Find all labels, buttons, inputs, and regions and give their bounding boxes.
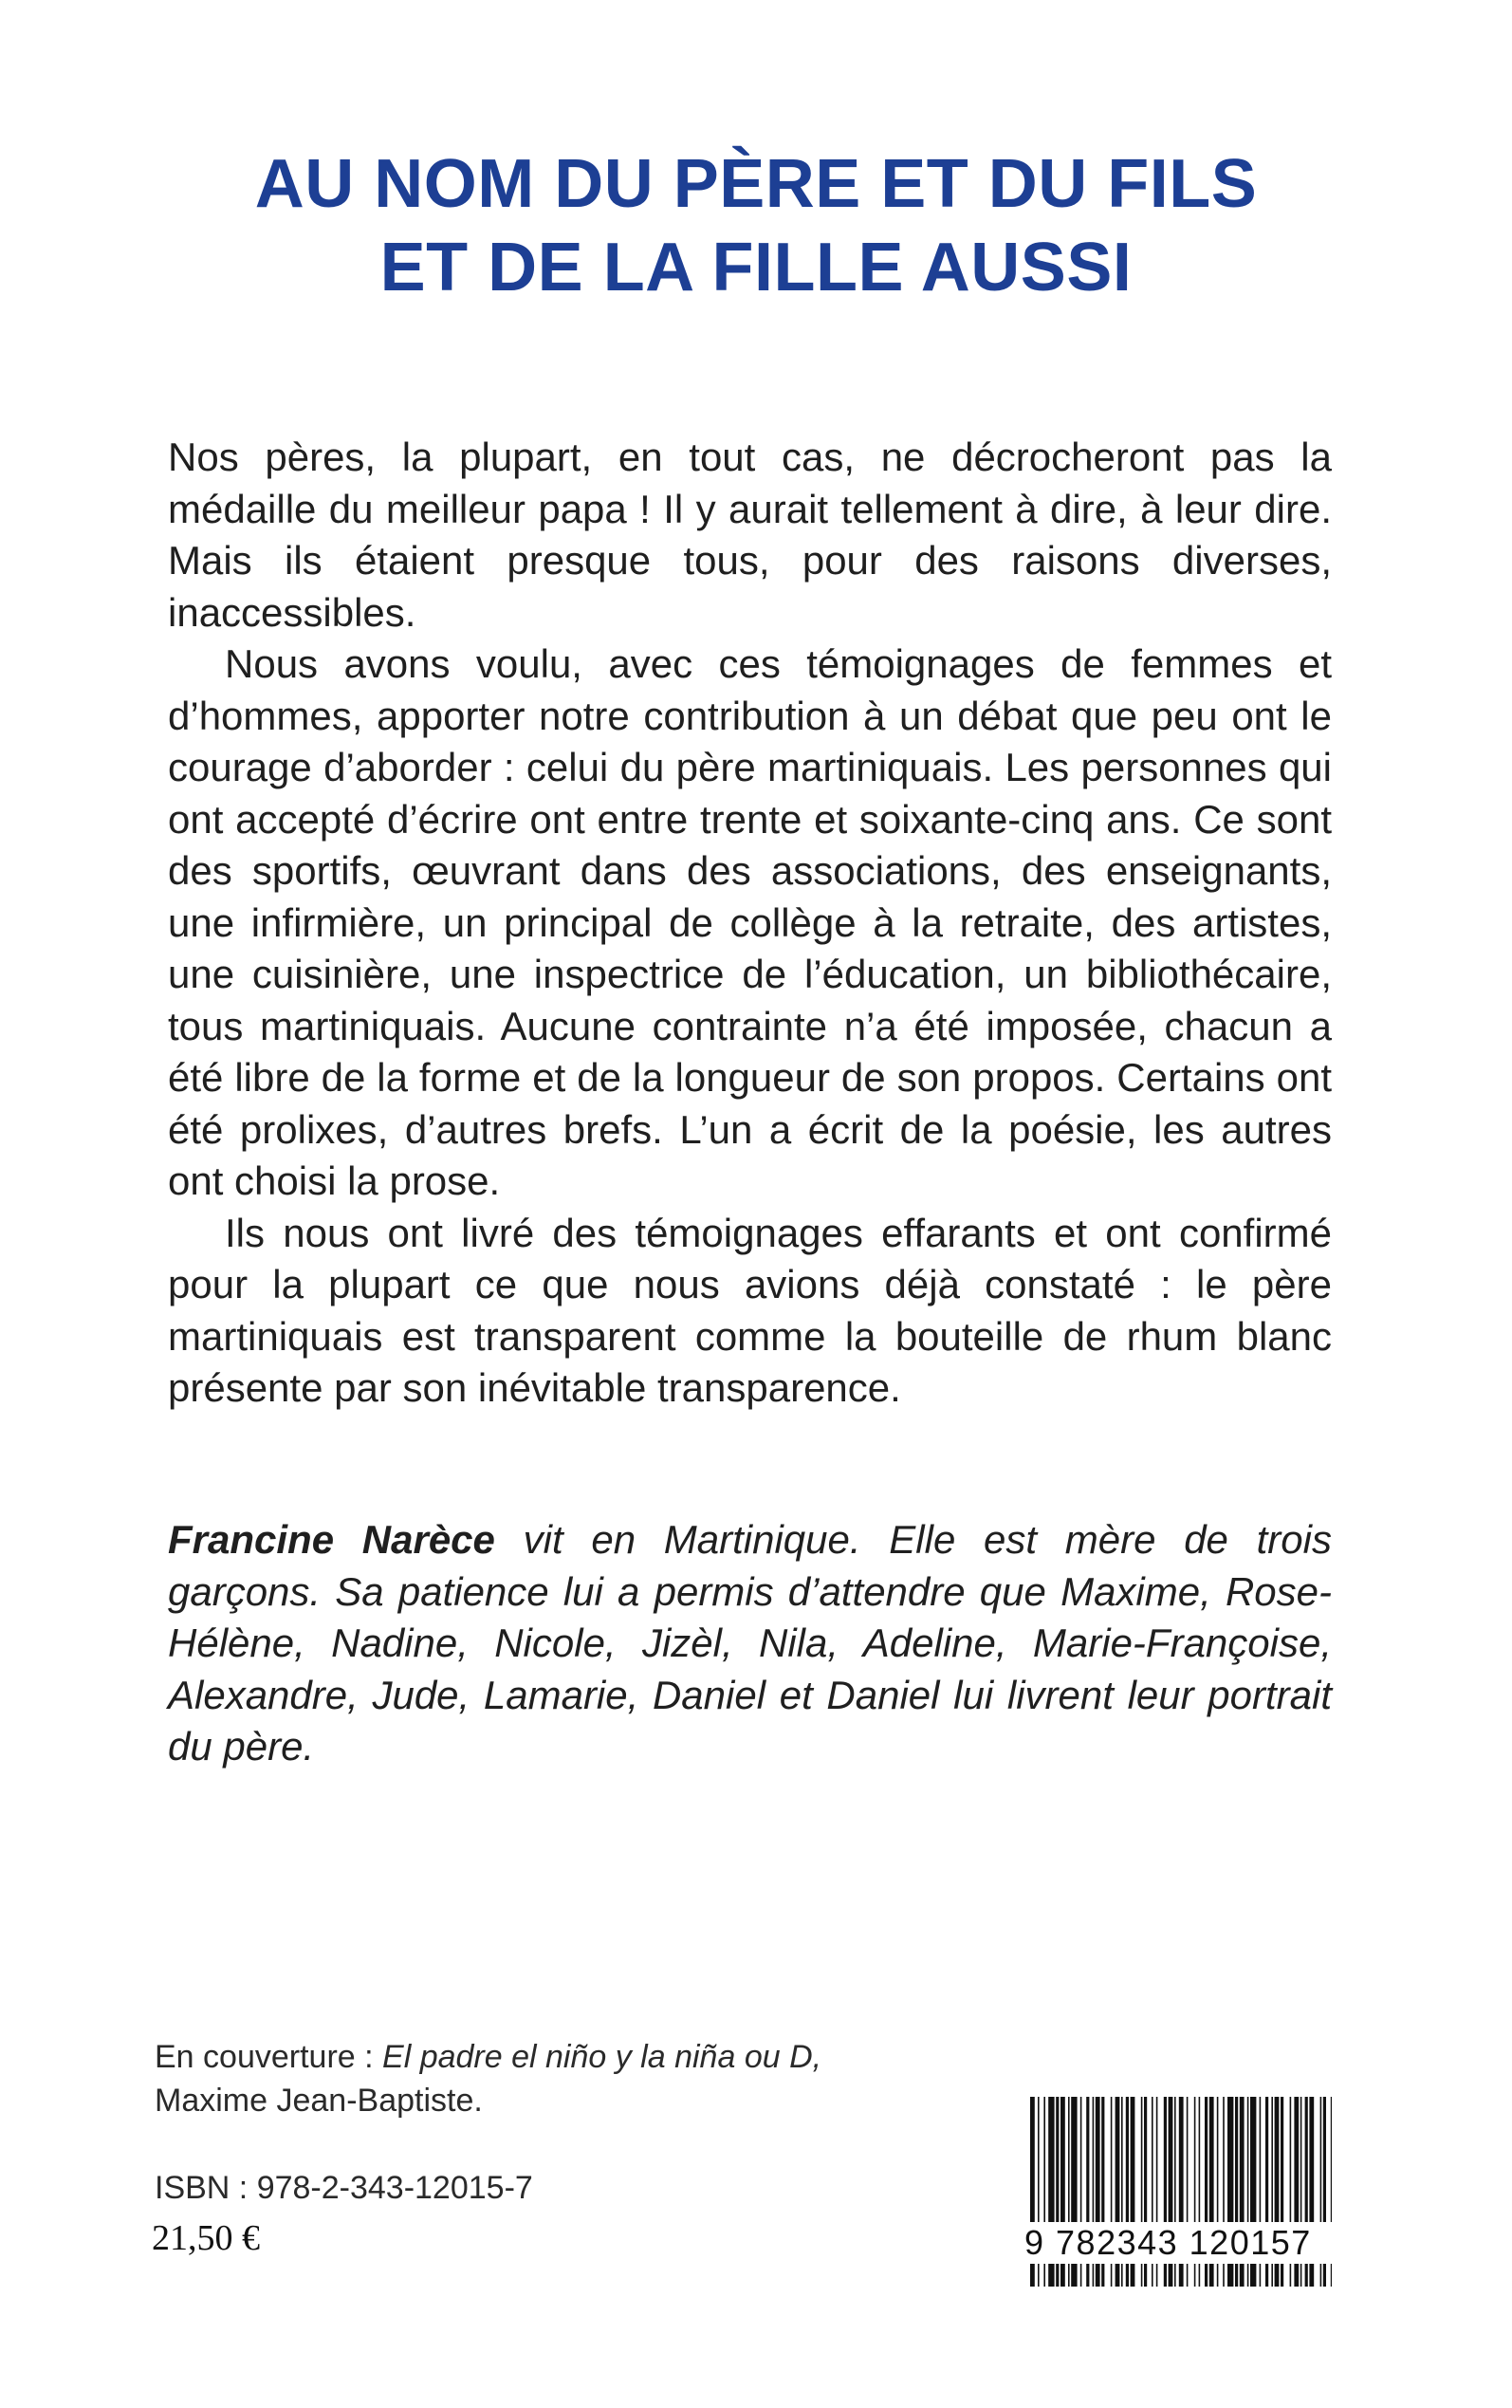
title-line-2: ET DE LA FILLE AUSSI [379, 230, 1133, 306]
author-bio-text: vit en Martinique. Elle est mère de trois garçons. Sa patience lui a permis d’attendre que Maxime, Rose-Hélène, Nadine, Nicole, Jizèl, Nila, Adeline, Marie-Françoise, Alexandre, Jude, Lamarie, Daniel et Daniel lui livrent leur portrait du père. [168, 1517, 1332, 1769]
blurb-paragraph-3: Ils nous ont livré des témoignages effarants et ont confirmé pour la plupart ce que nous avions déjà constaté : le père martiniquais est transparent comme la bouteille de rhum blanc présente par son inévitable transparence. [168, 1210, 1332, 1410]
cover-credit-artist: Maxime Jean-Baptiste. [155, 2083, 483, 2119]
blurb-paragraph-2: Nous avons voulu, avec ces témoignages de femmes et d’hommes, apporter notre contribution à un débat que peu ont le courage d’aborder : celui du père martiniquais. Les personnes qui ont accepté d’écrire ont entre trente et soixante-cinq ans. Ce sont des sportifs, œuvrant dans des associations, des enseignants, une infirmière, un principal de collège à la retraite, des artistes, une cuisinière, une inspectrice de l’éducation, un bibliothécaire, tous martiniquais. Aucune contrainte n’a été imposée, chacun a été libre de la forme et de la longueur de son propos. Certains ont été prolixes, d’autres brefs. L’un a écrit de la poésie, les autres ont choisi la prose. [168, 641, 1332, 1203]
price: 21,50 € [152, 2218, 260, 2258]
blurb [168, 432, 1332, 1415]
cover-credit [155, 2035, 821, 2122]
blurb-paragraph-1: Nos pères, la plupart, en tout cas, ne décrocheront pas la médaille du meilleur papa ! Il y aurait tellement à dire, à leur dire. Mais ils étaient presque tous, pour des raisons diverses, inaccessibles. [168, 435, 1332, 635]
cover-credit-line-1 [155, 2035, 821, 2079]
barcode-digits: 9 782343 120157 [1021, 2222, 1351, 2264]
author-name: Francine Narèce [168, 1517, 495, 1562]
title-line-1: AU NOM DU PÈRE ET DU FILS [254, 146, 1258, 222]
book-title [0, 142, 1512, 309]
cover-credit-label: En couverture : [155, 2039, 383, 2075]
cover-credit-work: El padre el niño y la niña ou D, [382, 2039, 822, 2075]
author-bio [168, 1514, 1332, 1773]
isbn: ISBN : 978-2-343-12015-7 [155, 2170, 533, 2206]
